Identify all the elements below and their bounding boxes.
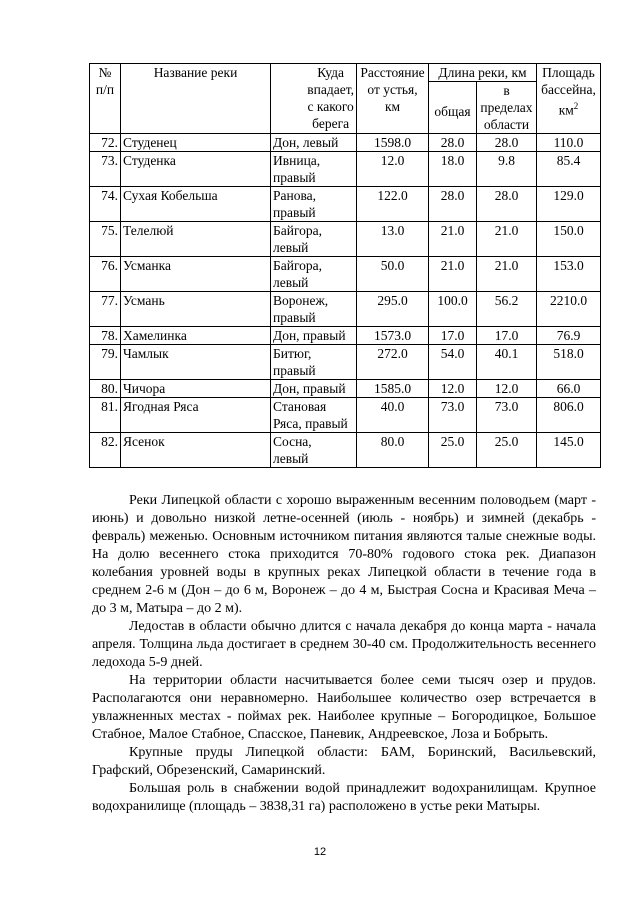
table-row	[90, 187, 601, 222]
cell-length-region: 73.0	[477, 398, 537, 433]
cell-river-name: Чичора	[121, 380, 271, 398]
cell-num: 74.	[90, 187, 121, 222]
cell-basin-area: 145.0	[537, 433, 601, 468]
cell-num: 81.	[90, 398, 121, 433]
rivers-table	[89, 63, 601, 468]
paragraph: Большая роль в снабжении водой принадлежит водохранилищам. Крупное водохранилище (площадь – 3838,31 га) расположено в устье реки Матыры.	[92, 781, 596, 814]
cell-basin-area: 129.0	[537, 187, 601, 222]
cell-basin-area: 806.0	[537, 398, 601, 433]
header-length: Длина реки, км	[429, 64, 537, 82]
cell-distance: 40.0	[357, 398, 429, 433]
cell-flows-into: Ранова, правый	[271, 187, 357, 222]
cell-num: 72.	[90, 134, 121, 152]
table-row	[90, 433, 601, 468]
cell-distance: 13.0	[357, 222, 429, 257]
cell-basin-area: 110.0	[537, 134, 601, 152]
table-row	[90, 292, 601, 327]
table-header	[90, 64, 601, 134]
cell-distance: 12.0	[357, 152, 429, 187]
cell-length-region: 21.0	[477, 222, 537, 257]
cell-river-name: Студенка	[121, 152, 271, 187]
table-row	[90, 134, 601, 152]
cell-length-total: 21.0	[429, 222, 477, 257]
cell-basin-area: 85.4	[537, 152, 601, 187]
cell-length-region: 25.0	[477, 433, 537, 468]
cell-flows-into: Битюг, правый	[271, 345, 357, 380]
cell-river-name: Усманка	[121, 257, 271, 292]
page-number: 12	[313, 846, 327, 858]
cell-distance: 50.0	[357, 257, 429, 292]
paragraph: Ледостав в области обычно длится с начала декабря до конца марта - начала апреля. Толщина льда достигает в среднем 30-40 см. Продолжительность весеннего ледохода 5-9 дней.	[92, 619, 596, 670]
cell-length-region: 21.0	[477, 257, 537, 292]
cell-length-total: 18.0	[429, 152, 477, 187]
cell-distance: 1585.0	[357, 380, 429, 398]
header-length-total: общая	[429, 82, 477, 134]
cell-length-region: 28.0	[477, 134, 537, 152]
cell-basin-area: 2210.0	[537, 292, 601, 327]
cell-num: 75.	[90, 222, 121, 257]
cell-river-name: Телелюй	[121, 222, 271, 257]
cell-length-region: 28.0	[477, 187, 537, 222]
table-body	[90, 134, 601, 468]
cell-flows-into: Дон, правый	[271, 380, 357, 398]
cell-length-total: 12.0	[429, 380, 477, 398]
header-river-name: Название реки	[121, 64, 271, 134]
cell-num: 73.	[90, 152, 121, 187]
cell-length-total: 54.0	[429, 345, 477, 380]
header-length-region: в пределах области	[477, 82, 537, 134]
cell-basin-area: 66.0	[537, 380, 601, 398]
cell-flows-into: Становая Ряса, правый	[271, 398, 357, 433]
cell-basin-area: 153.0	[537, 257, 601, 292]
cell-distance: 80.0	[357, 433, 429, 468]
cell-river-name: Ягодная Ряса	[121, 398, 271, 433]
table-row	[90, 222, 601, 257]
text-body	[92, 492, 596, 816]
cell-distance: 272.0	[357, 345, 429, 380]
cell-length-region: 12.0	[477, 380, 537, 398]
table-row	[90, 257, 601, 292]
cell-num: 78.	[90, 327, 121, 345]
cell-basin-area: 518.0	[537, 345, 601, 380]
cell-length-total: 100.0	[429, 292, 477, 327]
cell-distance: 1573.0	[357, 327, 429, 345]
cell-length-region: 56.2	[477, 292, 537, 327]
cell-num: 82.	[90, 433, 121, 468]
cell-distance: 1598.0	[357, 134, 429, 152]
cell-length-total: 28.0	[429, 187, 477, 222]
header-flows-into: Куда впадает, с какого берега	[271, 64, 357, 134]
table-row	[90, 380, 601, 398]
header-distance: Расстояние от устья, км	[357, 64, 429, 134]
paragraph: Реки Липецкой области с хорошо выраженным весенним половодьем (март - июнь) и довольно низкой летне-осенней (июль - ноябрь) и зимней (декабрь - февраль) меженью. Основным источником питания являются талые снежные воды. На долю весеннего стока приходится 70-80% годового стока рек. Диапазон колебания уровней воды в крупных реках Липецкой области в течение года в среднем 2-6 м (Дон – до 6 м, Воронеж – до 4 м, Быстрая Сосна и Красивая Меча – до 3 м, Матыра – до 2 м).	[92, 493, 596, 616]
table-row	[90, 152, 601, 187]
cell-length-region: 40.1	[477, 345, 537, 380]
paragraph: На территории области насчитывается более семи тысяч озер и прудов. Располагаются они неравномерно. Наибольшее количество озер встречается в увлажненных местах - поймах рек. Наиболее крупные – Богородицкое, Большое Стабное, Малое Стабное, Спасское, Паневик, Андреевское, Лоза и Бобрыть.	[92, 673, 596, 742]
cell-flows-into: Сосна, левый	[271, 433, 357, 468]
cell-river-name: Студенец	[121, 134, 271, 152]
cell-river-name: Усмань	[121, 292, 271, 327]
cell-distance: 295.0	[357, 292, 429, 327]
cell-length-region: 9.8	[477, 152, 537, 187]
cell-num: 80.	[90, 380, 121, 398]
cell-river-name: Сухая Кобельша	[121, 187, 271, 222]
header-num: № п/п	[90, 64, 121, 134]
cell-river-name: Хамелинка	[121, 327, 271, 345]
table-row	[90, 327, 601, 345]
cell-length-total: 28.0	[429, 134, 477, 152]
cell-num: 79.	[90, 345, 121, 380]
cell-length-total: 17.0	[429, 327, 477, 345]
table-row	[90, 345, 601, 380]
header-basin-area: Площадь бассейна, $км^2$	[537, 64, 601, 134]
cell-flows-into: Байгора, левый	[271, 257, 357, 292]
cell-length-total: 73.0	[429, 398, 477, 433]
cell-length-total: 25.0	[429, 433, 477, 468]
cell-flows-into: Дон, правый	[271, 327, 357, 345]
cell-basin-area: 150.0	[537, 222, 601, 257]
cell-num: 76.	[90, 257, 121, 292]
cell-num: 77.	[90, 292, 121, 327]
cell-flows-into: Байгора, левый	[271, 222, 357, 257]
cell-river-name: Ясенок	[121, 433, 271, 468]
cell-flows-into: Воронеж, правый	[271, 292, 357, 327]
table-row	[90, 398, 601, 433]
cell-river-name: Чамлык	[121, 345, 271, 380]
cell-flows-into: Дон, левый	[271, 134, 357, 152]
cell-length-total: 21.0	[429, 257, 477, 292]
cell-distance: 122.0	[357, 187, 429, 222]
cell-basin-area: 76.9	[537, 327, 601, 345]
paragraph: Крупные пруды Липецкой области: БАМ, Боринский, Васильевский, Графский, Обрезенский, Самаринский.	[92, 745, 596, 778]
cell-length-region: 17.0	[477, 327, 537, 345]
cell-flows-into: Ивница, правый	[271, 152, 357, 187]
